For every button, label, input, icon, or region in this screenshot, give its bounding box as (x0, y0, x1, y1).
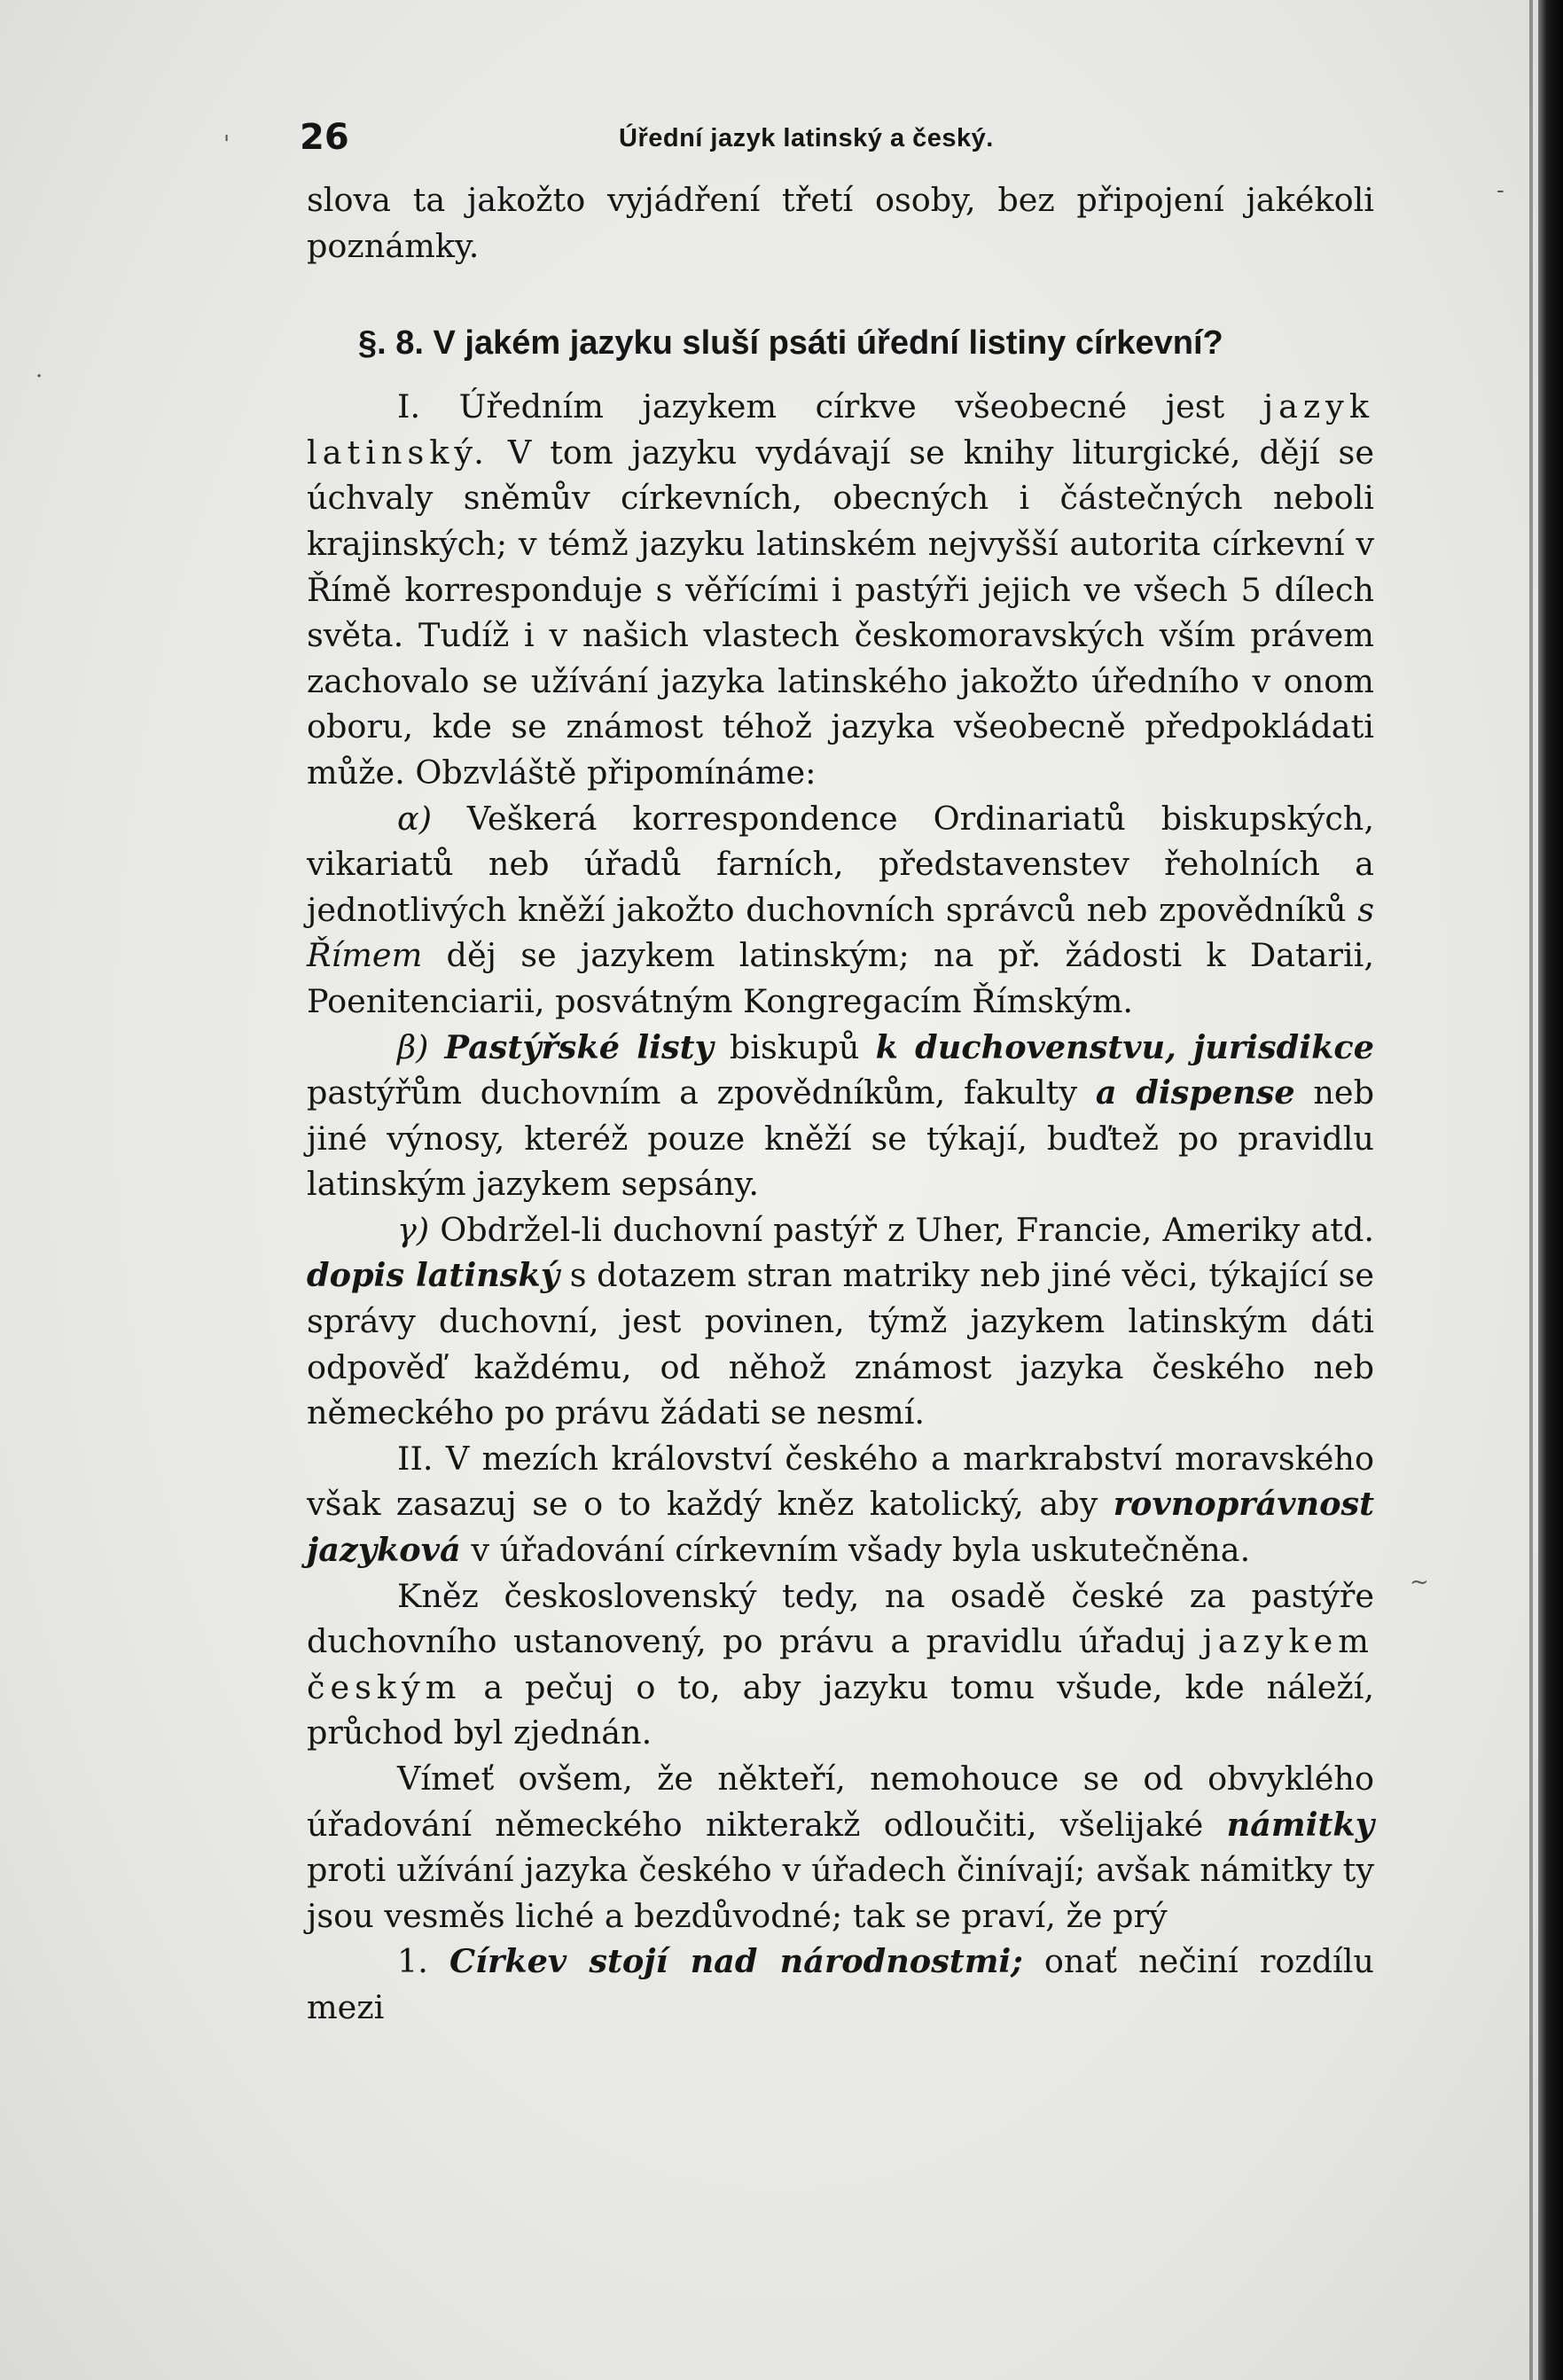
page-number: 26 (300, 117, 349, 158)
text-run: s dotazem stran matriky neb jiné věci, týkající se správy duchovní, jest povinen, týmž jazykem latinským dáti odpověď každému, od něhož známost jazyka českého neb německého po právu žádati se nesmí. (307, 1256, 1374, 1432)
italic-emphasis: Církev stojí nad národnostmi; (449, 1942, 1023, 1981)
text-run: pastýřům duchovním a zpovědníkům, fakulty (307, 1073, 1078, 1112)
section-heading: §. 8. V jakém jazyku sluší psáti úřední listiny církevní? (358, 324, 1223, 363)
text-run: Kněz československý tedy, na osadě české za pastýře duchovního ustanovený, po právu a pravidlu úřaduj (307, 1576, 1374, 1661)
paragraph-objections (307, 1756, 1374, 1939)
text-run: II. V mezích království českého a markrabství moravského však zasazuj se o to každý kněz katolický, aby (307, 1439, 1374, 1524)
text-run: onať nečiní rozdílu mezi (307, 1942, 1374, 2026)
spaced-emphasis: jazyk latinský. (307, 387, 1374, 472)
item-number: 1. (397, 1942, 428, 1981)
objection-1 (307, 1939, 1374, 2030)
italic-emphasis: Pastýřské listy (444, 1027, 714, 1066)
item-beta (307, 1025, 1374, 1207)
text-run: neb jiné výnosy, kteréž pouze kněží se týkají, buďtež po pravidlu latinským jazykem sepsány. (307, 1073, 1374, 1204)
text-run: V tom jazyku vydávají se knihy liturgické, dějí se úchvaly sněmův církevních, obecných i částečných neboli krajinských; v témž jazyku latinském nejvyšší autorita církevní v Římě korresponduje s věřícími i pastýři jejich ve všech 5 dílech světa. Tudíž i v našich vlastech českomoravských vším právem zachovalo se užívání jazyka latinského jakožto úředního v onom oboru, kde se známost téhož jazyka všeobecně předpokládati může. Obzvláště připomínáme: (307, 433, 1374, 792)
text-run: Veškerá korrespondence Ordinariatů biskupských, vikariatů neb úřadů farních, představenstev řeholních a jednotlivých kněží jakožto duchovních správců neb zpovědníků (307, 799, 1374, 929)
text-run: a pečuj o to, aby jazyku tomu všude, kde náleží, průchod byl zjednán. (307, 1667, 1374, 1752)
italic-emphasis: námitky (1226, 1805, 1374, 1844)
item-alpha (307, 796, 1374, 1025)
margin-speck: ' (223, 131, 231, 158)
italic-emphasis: a dispense (1095, 1073, 1295, 1112)
paragraph-continuation (307, 177, 1374, 269)
item-marker: β) (397, 1027, 429, 1066)
paragraph-czech-moravia (307, 1436, 1374, 1573)
book-spine-edge (1538, 0, 1563, 2380)
binding-shadow (1529, 0, 1533, 2380)
text-run: v úřadování církevním všady byla uskutečněna. (471, 1531, 1251, 1570)
margin-speck: · (35, 363, 43, 390)
page-body (307, 177, 1374, 2031)
page-header (300, 117, 1372, 170)
italic-emphasis: k duchovenstvu, jurisdikce (875, 1027, 1374, 1066)
text-run: Vímeť ovšem, že někteří, nemohouce se od obvyklého úřadování německého nikterakž odloučiti, všelijaké (307, 1760, 1374, 1844)
text-run: Obdržel-li duchovní pastýř z Uher, Francie, Ameriky atd. (440, 1210, 1374, 1249)
text-run: I. Úředním jazykem církve všeobecné jest (397, 387, 1225, 426)
margin-speck: ~ (1410, 1569, 1429, 1596)
item-marker: α) (397, 799, 432, 838)
italic-emphasis: dopis latinský (307, 1256, 560, 1295)
item-gamma (307, 1207, 1374, 1436)
spaced-emphasis: jazykem českým (307, 1622, 1374, 1706)
item-marker: γ) (397, 1210, 430, 1249)
paragraph-czech-priest (307, 1573, 1374, 1756)
margin-speck: - (1497, 177, 1504, 204)
text-run: proti užívání jazyka českého v úřadech činívají; avšak námitky ty jsou vesměs liché a bezdůvodné; tak se praví, že prý (307, 1851, 1374, 1935)
italic-emphasis: s Římem (307, 890, 1374, 975)
italic-emphasis: rovnoprávnost jazyková (307, 1485, 1374, 1570)
text-run: slova ta jakožto vyjádření třetí osoby, bez připojení jakékoli poznámky. (307, 181, 1374, 265)
running-title: Úřední jazyk latinský a český. (619, 124, 994, 152)
text-run: děj se jazykem latinským; na př. žádosti k Datarii, Poenitenciarii, posvátným Kongregacím Římským. (307, 936, 1374, 1020)
text-run: biskupů (729, 1027, 860, 1066)
paragraph-latin-language (307, 384, 1374, 795)
